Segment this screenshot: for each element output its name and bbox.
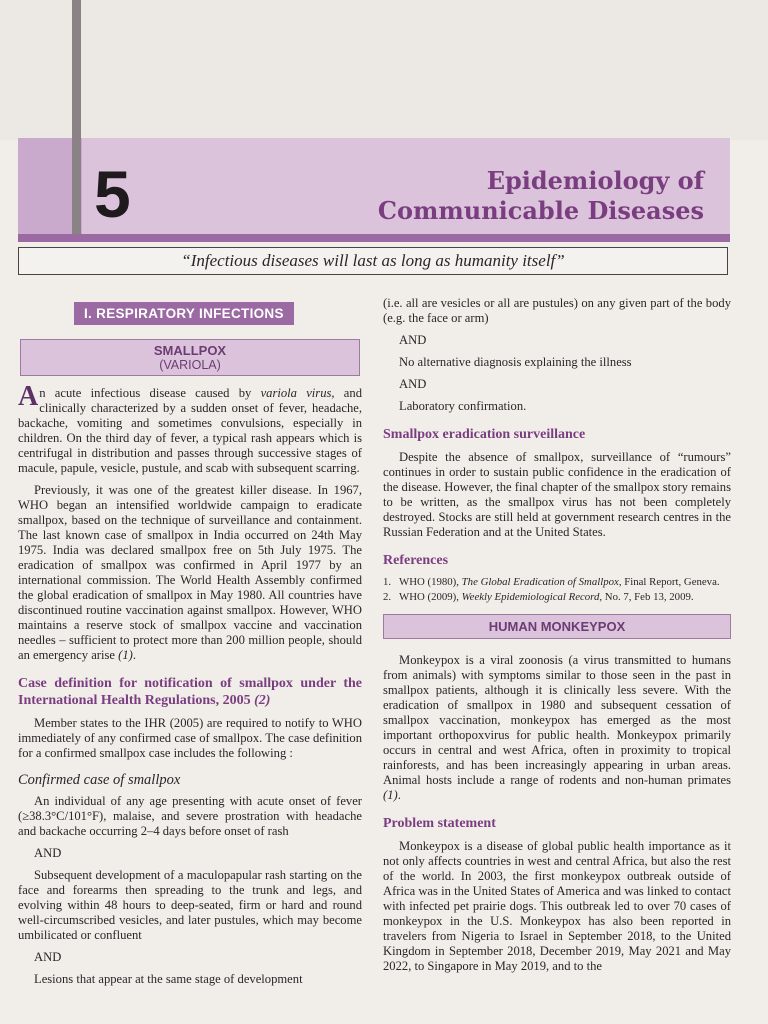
confirmed-case-heading: Confirmed case of smallpox [18, 772, 181, 788]
chapter-title [378, 166, 704, 226]
surveillance-paragraph: Despite the absence of smallpox, surveillance of “rumours” continues in order to sustain public confidence in the eradication of the disease. However, the final chapter of the smallpox story remains to be written, as the smallpox virus has not been completely destroyed. Stocks are still held at government research centres in the Russian Federation and at the United States. [383, 450, 731, 539]
no-alternative-diagnosis: No alternative diagnosis explaining the illness [399, 355, 632, 369]
criterion-3-continued: (i.e. all are vesicles or all are pustules) on any given part of the body (e.g. the face or arm) [383, 296, 731, 325]
and-connector: AND [399, 333, 427, 347]
confirmed-case-criterion-3: Lesions that appear at the same stage of development [34, 972, 303, 986]
reference-item: 1. WHO (1980), The Global Eradication of Smallpox, Final Report, Geneva. [383, 576, 720, 588]
surveillance-heading: Smallpox eradication surveillance [383, 427, 586, 442]
chapter-banner-strip [18, 234, 730, 242]
chapter-epigraph: “Infectious diseases will last as long as humanity itself” [18, 247, 728, 275]
smallpox-subtitle: (VARIOLA) [159, 358, 221, 372]
smallpox-topic-box [20, 339, 360, 376]
and-connector: AND [34, 846, 62, 860]
reference-item: 2. WHO (2009), Weekly Epidemiological Record, No. 7, Feb 13, 2009. [383, 591, 694, 603]
section-heading: I. RESPIRATORY INFECTIONS [74, 302, 294, 325]
problem-statement-paragraph: Monkeypox is a disease of global public health importance as it not only affects countries in west and central Africa, but also the rest of the world. In 2003, the first monkeypox outbreak outside of Africa was in the United States of America and was linked to contact with infected pet prairie dogs. This outbreak led to over 70 cases of monkeypox in the U.S. Monkeypox has also been reported in travelers from Nigeria to Israel in September 2018, to the United Kingdom in September 2018, December 2019, May 2021 and May 2022, to Singapore in May 2019, and to the [383, 839, 731, 973]
and-connector: AND [34, 950, 62, 964]
laboratory-confirmation: Laboratory confirmation. [399, 399, 527, 413]
reference-citation: (1) [118, 648, 133, 662]
and-connector: AND [399, 377, 427, 391]
monkeypox-intro-paragraph: Monkeypox is a viral zoonosis (a virus transmitted to humans from animals) with symptoms similar to those seen in the past in smallpox patients, although it is clinically less severe. With the eradication of smallpox in 1980 and subsequent cessation of smallpox vaccination, monkeypox has emerged as the most important orthopoxvirus for public health. Monkeypox primarily occurs in central and west Africa, often in proximity to tropical rainforests, and has been increasingly appearing in urban areas. Animal hosts include a range of rodents and non-human primates (1). [383, 653, 731, 802]
chapter-title-line2: Communicable Diseases [377, 196, 704, 225]
chapter-spine-bar [72, 0, 81, 236]
references-heading: References [383, 553, 449, 568]
reference-citation: (2) [254, 693, 271, 708]
smallpox-intro-paragraph: An acute infectious disease caused by variola virus, and clinically characterized by a sudden onset of fever, headache, backache, vomiting and sometimes convulsions, especially in children. On the third day of fever, a typical rash appears which is centrifugal in distribution and passes through successive stages of macule, papule, vesicle, pustule, and scab with subsequent scarring. [18, 381, 362, 475]
smallpox-history-paragraph: Previously, it was one of the greatest killer disease. In 1967, WHO began an intensified worldwide campaign to eradicate smallpox, based on the technique of surveillance and containment. The last known case of smallpox in India occurred on 24th May 1975. India was declared smallpox free on 5th July 1975. The eradication of smallpox was confirmed in April 1977 by an international commission. The World Health Assembly confirmed the global eradication of smallpox in May 1980. All countries have discontinued routine vaccination against smallpox. However, WHO maintains a reserve stock of smallpox vaccine and vaccination needles – sufficient to protect more than 200 million people, should an emergency arise (1). [18, 483, 362, 662]
drop-cap: A [18, 381, 39, 412]
confirmed-case-criterion-1: An individual of any age presenting with acute onset of fever (≥38.3°C/101°F), malaise, and severe prostration with headache and backache occurring 2–4 days before onset of rash [18, 794, 362, 838]
case-definition-heading: Case definition for notification of smallpox under the International Health Regulations, 2005 (2) [18, 676, 362, 708]
reference-citation: (1) [383, 788, 398, 802]
chapter-title-line1: Epidemiology of [486, 166, 704, 195]
right-column [383, 296, 731, 981]
page-top-margin [0, 0, 768, 140]
confirmed-case-criterion-2: Subsequent development of a maculopapular rash starting on the face and forearms then spreading to the trunk and legs, and evolving within 48 hours to deep-seated, firm or hard and round well-circumscribed vesicles, and later pustules, which may become umbilicated or confluent [18, 868, 362, 942]
references-list [383, 576, 731, 604]
left-column [18, 296, 362, 994]
problem-statement-heading: Problem statement [383, 816, 496, 831]
smallpox-title: SMALLPOX [153, 343, 227, 358]
monkeypox-topic-box: HUMAN MONKEYPOX [383, 614, 731, 639]
chapter-number: 5 [94, 157, 131, 231]
case-definition-paragraph: Member states to the IHR (2005) are required to notify to WHO immediately of any confirmed case of smallpox. The case definition for a confirmed smallpox case includes the following : [18, 716, 362, 760]
